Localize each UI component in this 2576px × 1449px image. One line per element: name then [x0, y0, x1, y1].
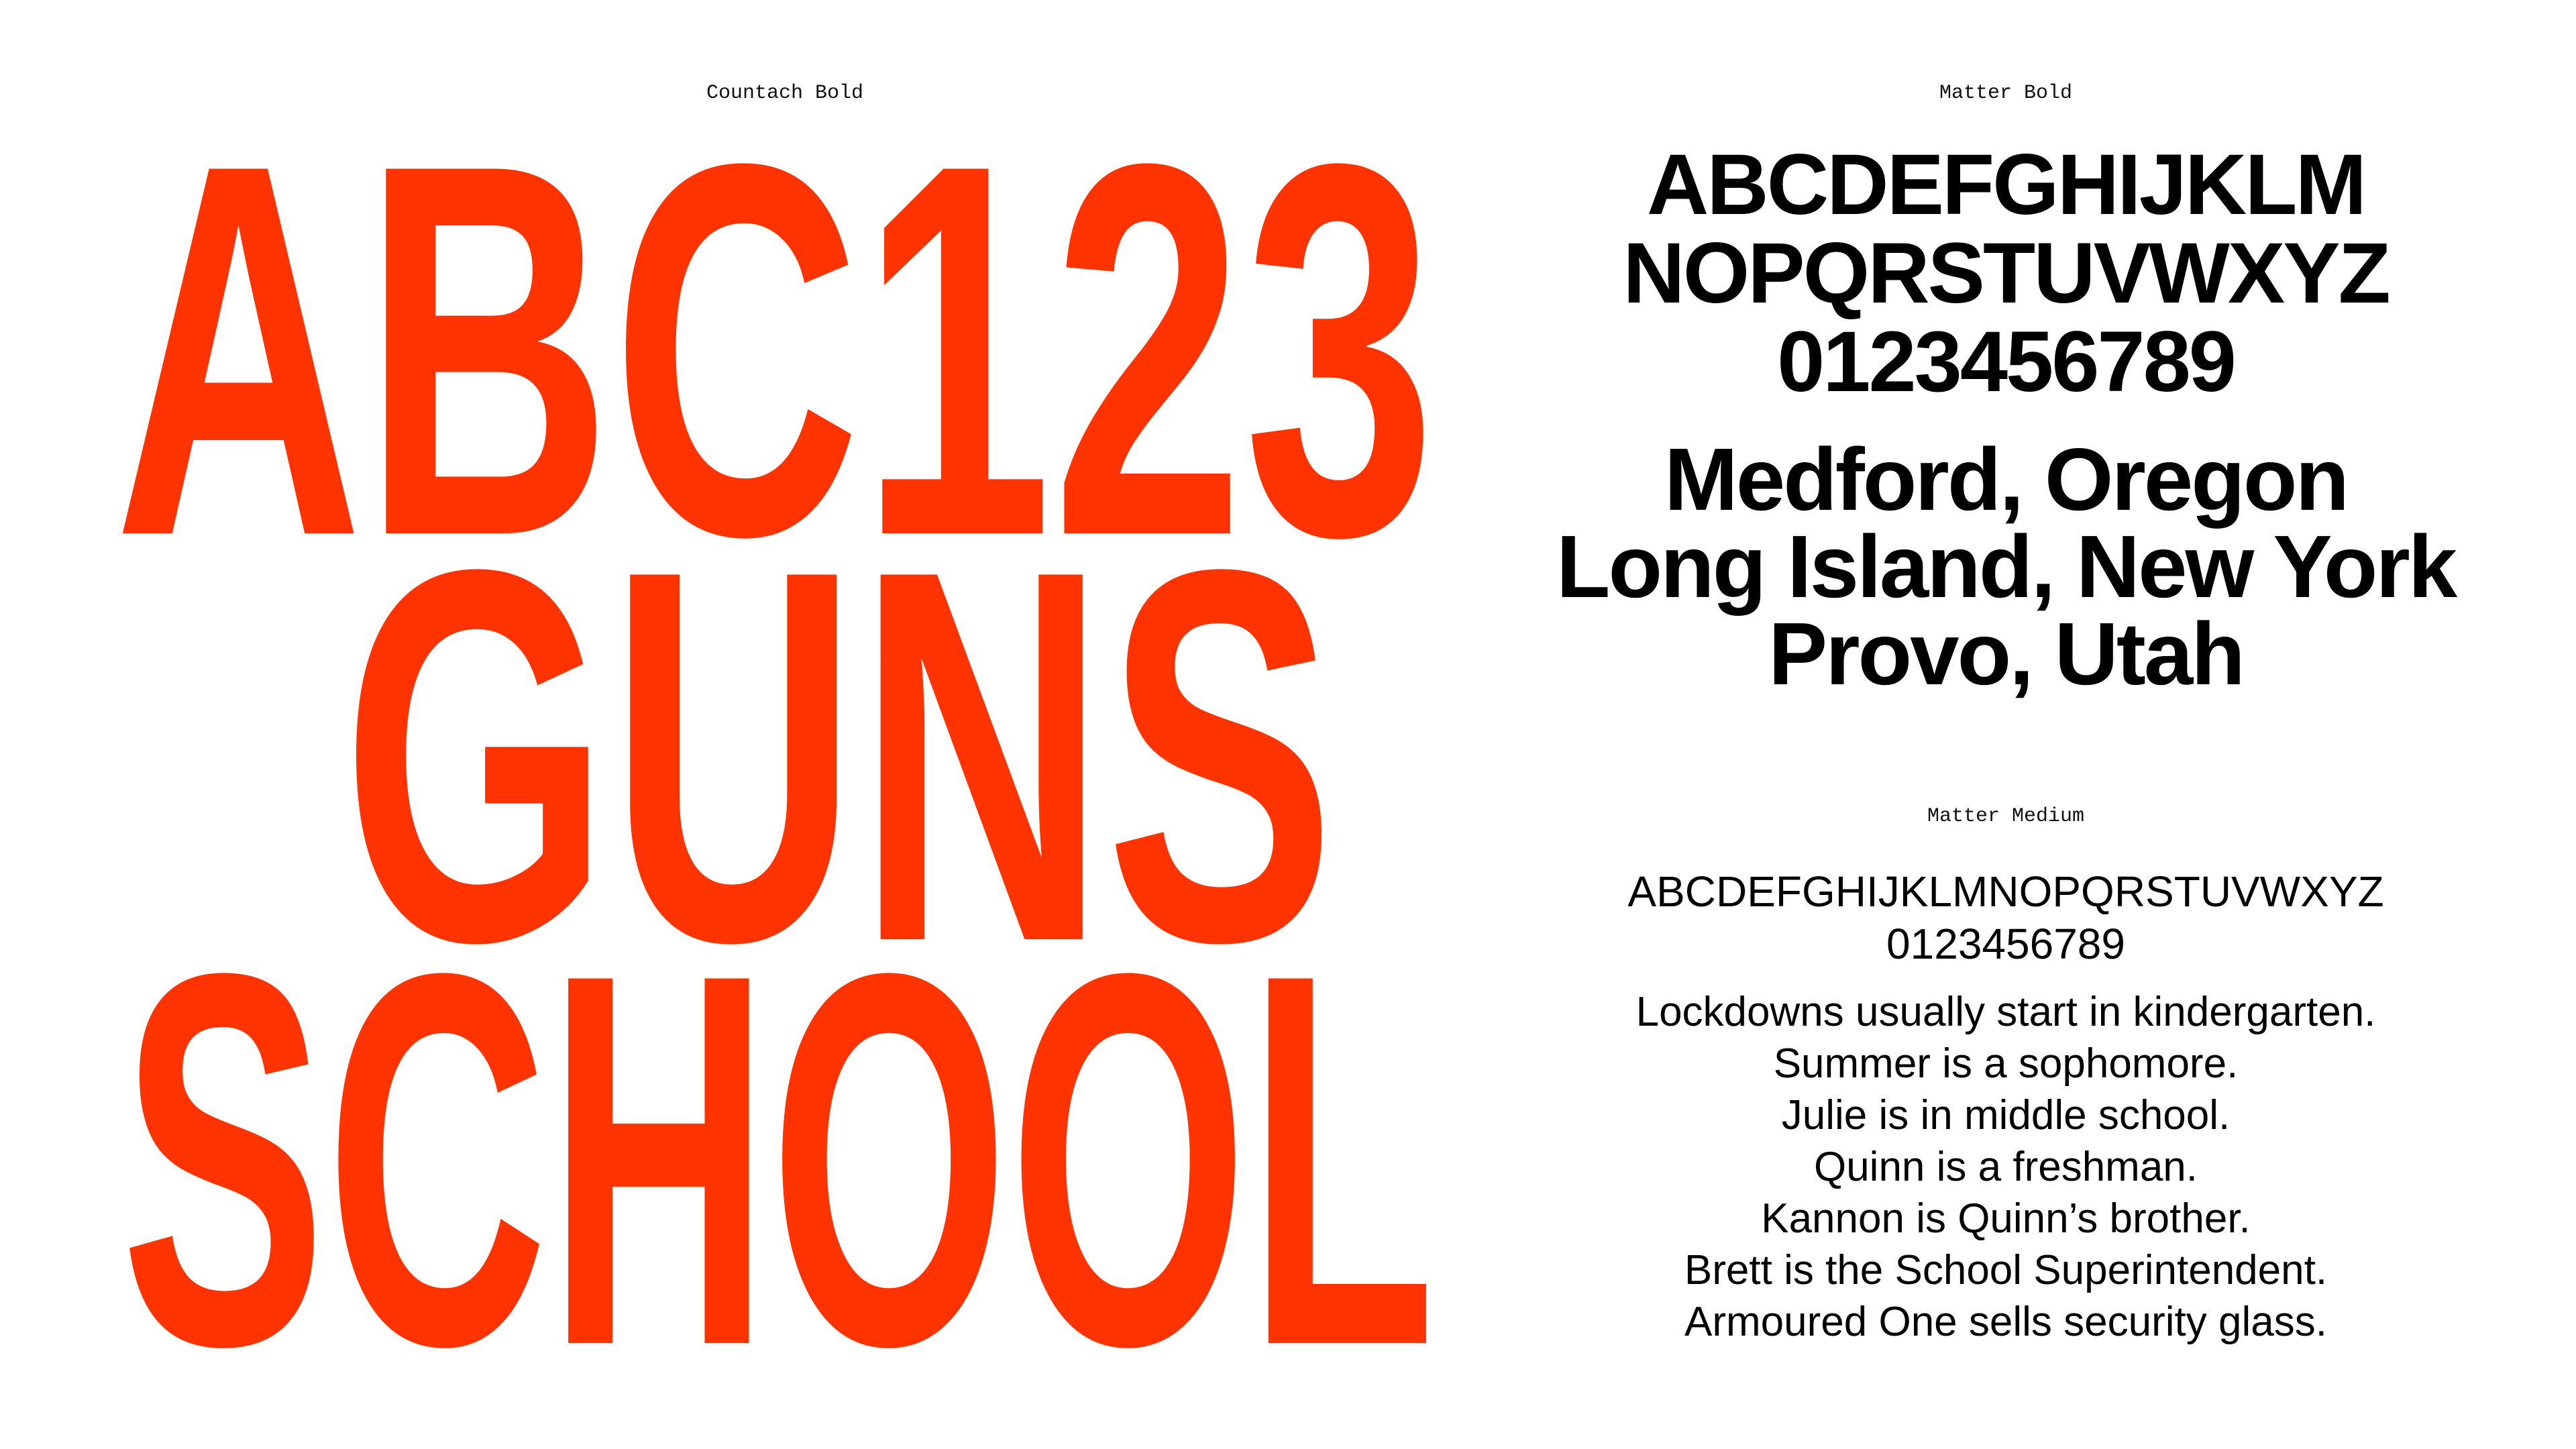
- sentence-line: Brett is the School Superintendent.: [1684, 1247, 2328, 1293]
- sentence-line: Lockdowns usually start in kindergarten.: [1635, 989, 2376, 1035]
- sentence-line: Armoured One sells security glass.: [1684, 1299, 2327, 1345]
- bold-alphabet-line: ABCDEFGHIJKLM: [1646, 137, 2365, 233]
- place-line: Long Island, New York: [1556, 517, 2456, 616]
- matter-medium-label: Matter Medium: [1927, 805, 2085, 828]
- matter-bold-places: [1503, 430, 2509, 703]
- specimen-line-school: SCHOOL: [121, 864, 1436, 1368]
- bold-alphabet-line: NOPQRSTUVWXYZ: [1623, 225, 2389, 321]
- place-line: Medford, Oregon: [1664, 430, 2348, 529]
- countach-specimen-svg: [114, 134, 1442, 1368]
- bold-digits-line: 0123456789: [1777, 314, 2235, 410]
- sentence-line: Kannon is Quinn’s brother.: [1761, 1195, 2251, 1242]
- matter-bold-label: Matter Bold: [1939, 82, 2073, 105]
- place-line: Provo, Utah: [1768, 604, 2243, 703]
- sentence-line: Julie is in middle school.: [1781, 1092, 2231, 1138]
- countach-bold-label: Countach Bold: [706, 82, 864, 105]
- specimen-line-abc123: ABC123: [114, 134, 1436, 646]
- sentence-line: Quinn is a freshman.: [1813, 1144, 2198, 1190]
- specimen-line-guns: GUNS: [342, 460, 1335, 1052]
- medium-alphabet-line: ABCDEFGHIJKLMNOPQRSTUVWXYZ: [1627, 867, 2384, 916]
- matter-bold-alphabet: [1503, 137, 2509, 410]
- countach-specimen: [114, 134, 1442, 1368]
- matter-medium-alphabet: [1503, 865, 2509, 970]
- matter-medium-sentences: [1503, 986, 2509, 1348]
- medium-digits-line: 0123456789: [1886, 920, 2125, 968]
- sentence-line: Summer is a sophomore.: [1773, 1040, 2239, 1087]
